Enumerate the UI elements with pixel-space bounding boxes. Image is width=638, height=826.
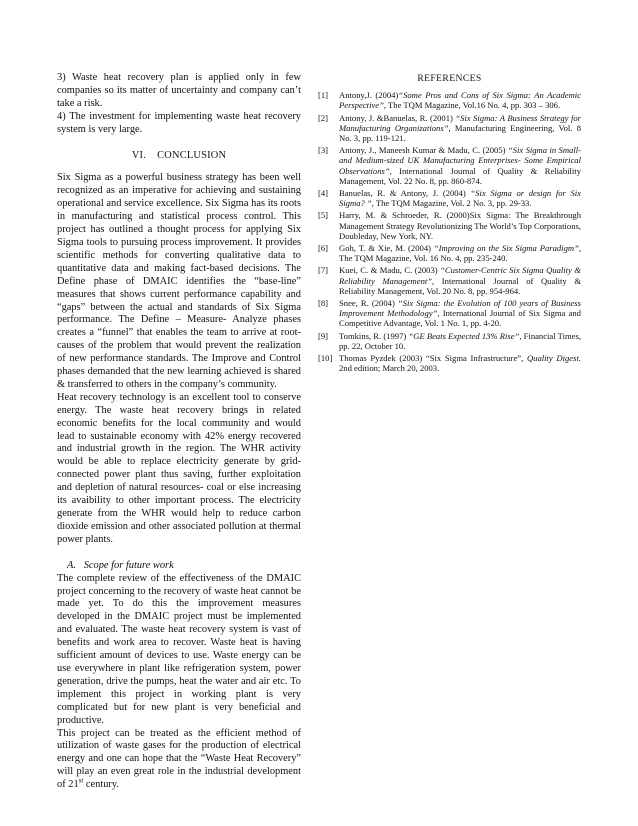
reference-number: [2]: [318, 112, 329, 123]
reference-title: “Six Sigma in Small-and Medium-sized UK Manufacturing Enterprises- Some Empirical Observations”: [339, 145, 581, 176]
left-column: [57, 72, 301, 792]
reference-item: [318, 265, 581, 296]
reference-authors: Antony, J., Maneesh Kumar & Madu, C. (2005): [339, 145, 508, 156]
reference-text: [339, 188, 581, 208]
reference-source: , International Journal of Six Sigma and Competitive Advantage, Vol. 1 No. 1, pp. 4-20.: [339, 308, 581, 329]
reference-source: , Financial Times, pp. 22, October 10.: [339, 330, 581, 351]
reference-item: [318, 298, 581, 329]
reference-text: [339, 265, 581, 296]
reference-title: “Six Sigma: A Business Strategy for Manufacturing Organizations”: [339, 112, 581, 133]
reference-number: [3]: [318, 145, 329, 156]
risk-item-3: 3) Waste heat recovery plan is applied only in few companies so its matter of uncertainty and company can’t take a risk.: [57, 72, 301, 109]
reference-text: [339, 90, 581, 110]
reference-authors: Tomkins, R. (1997): [339, 330, 409, 341]
reference-item: [318, 188, 581, 208]
reference-item: [318, 90, 581, 110]
reference-authors: Thomas Pyzdek (2003) “Six Sigma Infrastructure”,: [339, 353, 527, 364]
reference-source: 2nd edition; March 20, 2003.: [339, 363, 440, 374]
reference-text: [339, 210, 581, 241]
reference-item: [318, 243, 581, 263]
reference-list: [318, 90, 581, 373]
reference-number: [8]: [318, 298, 329, 309]
reference-item: [318, 331, 581, 351]
reference-text: [339, 113, 581, 144]
reference-item: [318, 353, 581, 373]
reference-authors: Kuei, C. & Madu, C. (2003): [339, 265, 441, 276]
final-paragraph: [57, 728, 301, 793]
reference-authors: Harry, M. & Schroeder, R. (2000)Six Sigma: The Breakthrough Management Strategy Revolutionizing The World’s Top Corporations, Doubleday, New York, NY.: [339, 210, 581, 241]
reference-item: [318, 210, 581, 241]
reference-source: , The TQM Magazine, Vol.16 No. 4, pp. 303 – 306.: [383, 100, 561, 111]
reference-number: [9]: [318, 330, 329, 341]
reference-text: [339, 243, 581, 263]
reference-number: [6]: [318, 243, 329, 254]
reference-title: “GE Beats Expected 13% Rise”: [408, 330, 520, 341]
reference-authors: Goh, T. & Xie, M. (2004): [339, 243, 434, 254]
reference-source: , International Journal of Quality & Reliability Management, Vol. 22 No. 8, pp. 860-874.: [339, 165, 581, 186]
reference-authors: Antony,J. (2004): [339, 90, 399, 101]
reference-title: “Six Sigma: the Evolution of 100 years of Business Improvement Methodology”: [339, 298, 581, 319]
reference-title: “Six Sigma or design for Six Sigma? ”: [339, 188, 581, 209]
risk-item-4: 4) The investment for implementing waste heat recovery system is very large.: [57, 110, 301, 135]
reference-number: [7]: [318, 265, 329, 276]
reference-number: [10]: [318, 353, 333, 364]
ordinal-suffix: st: [78, 776, 84, 785]
reference-title: “Improving on the Six Sigma Paradigm”: [433, 243, 579, 254]
reference-source: , The TQM Magazine, Vol. 16 No. 4, pp. 235-240.: [339, 243, 582, 264]
reference-source: , International Journal of Quality & Reliability Management, Vol. 20 No. 8, pp. 954-964.: [339, 275, 582, 296]
scope-paragraph: The complete review of the effectiveness of the DMAIC project concerning to the recovery of waste heat cannot be made yet. To do this the improvement measures developed in the DMAIC project must be implemented and evaluated. The waste heat recovery system is vast of benefits and work area to recover. Waste heat is having sufficient amount of devices to use. Waste energy can be use everywhere in plant like refrigeration system, power generation, drive the pumps, heat the water and air etc. To implement this project in working plant is very complicated but for new plant is very beneficial and productive.: [57, 572, 301, 726]
reference-authors: Snee, R. (2004): [339, 298, 398, 309]
reference-title: “Customer-Centric Six Sigma Quality & Reliability Management”: [339, 265, 581, 286]
scope-heading: A. Scope for future work: [67, 559, 174, 571]
reference-number: [5]: [318, 210, 329, 221]
references-heading: REFERENCES: [417, 73, 482, 84]
reference-authors: Antony, J. &Banuelas, R. (2001): [339, 112, 456, 123]
conclusion-paragraph: Six Sigma as a powerful business strategy has been well recognized as an imperative for achieving and sustaining operational and service excellence. Six Sigma has its roots in manufacturing and statistical process control. This project has outlined a thought process for applying Six Sigma tools to pursuing process improvement. It provides scientific methods for converting qualitative data to quantitative data and making fact-based decisions. The Define phase of DMAIC identifies the “base-line” measures that shows current performance capability and “gaps” between the actual and standards of Six Sigma performance. The Define – Measure- Analyze phases creates a “funnel” that enables the team to arrive at root-causes of the problem that would prevent the realization of new performance standards. The Improve and Control phases demanded that the new learning achieved is shared & transferred to others in the company’s community.: [57, 172, 301, 390]
reference-text: [339, 331, 581, 351]
final-paragraph-text: This project can be treated as the efficient method of utilization of waste gases for the production of electrical energy and one can hope that the “Waste Heat Recovery” will play an even great role in the industrial development of 21: [57, 727, 301, 791]
reference-source: , Manufacturing Engineering, Vol. 8 No. 3, pp. 119-121.: [339, 122, 582, 144]
reference-number: [4]: [318, 188, 329, 199]
heat-recovery-paragraph: Heat recovery technology is an excellent tool to conserve energy. The waste heat recovery brings in related economic benefits for the local community and would lead to sustainable economy with 42% energy recovered and industrial growth in the region. The WHR activity would be able to replace electricity generate by grid-connected power plant thus saving, further exploitation and depletion of natural resources- coal or else increasing its avaibility to other important process. The electricity generate from the WHR would help to reduce carbon dioxide emission and other associated pollution at thermal power plants.: [57, 391, 301, 545]
reference-authors: Banuelas, R. & Antony, J. (2004): [339, 188, 471, 199]
conclusion-heading: VI. CONCLUSION: [131, 149, 227, 161]
reference-title: Quality Digest.: [526, 353, 581, 364]
final-paragraph-end: century.: [83, 779, 120, 791]
reference-number: [1]: [318, 90, 329, 101]
reference-item: [318, 113, 581, 144]
reference-item: [318, 145, 581, 186]
reference-text: [339, 353, 581, 373]
reference-text: [339, 145, 581, 186]
reference-text: [339, 298, 581, 329]
reference-title: “Some Pros and Cons of Six Sigma: An Academic Perspective”: [339, 90, 581, 111]
reference-source: , The TQM Magazine, Vol. 2 No. 3, pp. 29-33.: [371, 198, 532, 209]
references-column: [318, 74, 581, 375]
